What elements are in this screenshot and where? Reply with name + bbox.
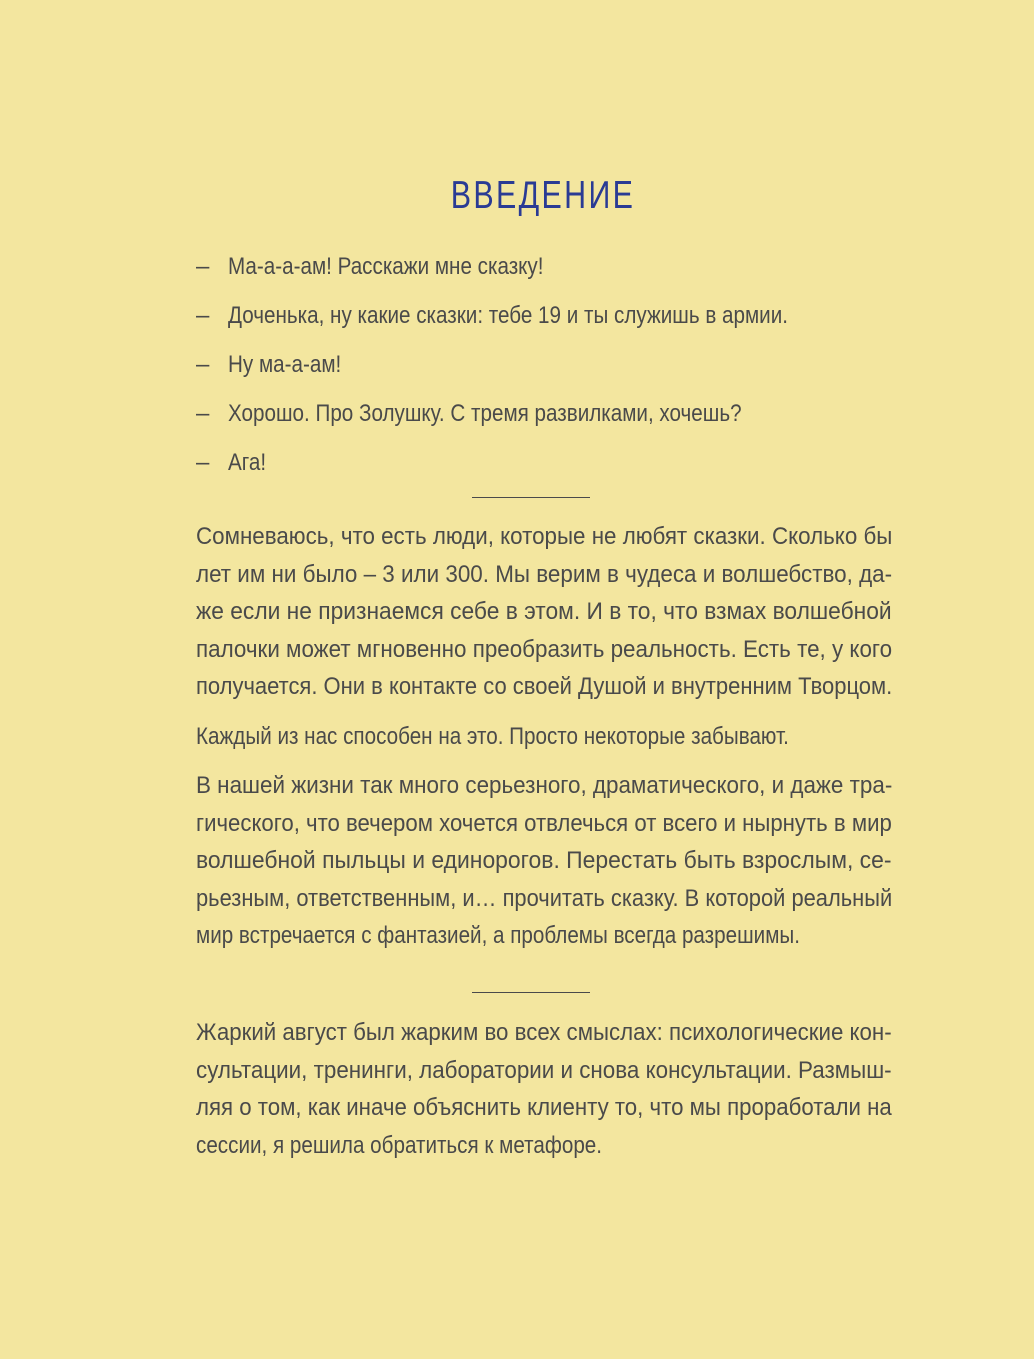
- dialog-line: [196, 299, 896, 348]
- text-line: сессии, я решила обратиться к метафоре.: [196, 1131, 603, 1159]
- text-line: рьезным, ответственным, и… прочитать сказку. В которой реальный: [196, 884, 893, 912]
- text-line: палочки может мгновенно преобразить реальность. Есть те, у кого: [196, 635, 893, 663]
- dialog-text: Ну ма-а-ам!: [228, 351, 342, 378]
- section-divider: [472, 497, 590, 498]
- dialog-line: [196, 397, 896, 446]
- text-line: мир встречается с фантазией, а проблемы всегда разрешимы.: [196, 922, 800, 949]
- dialog-text: Ма-а-а-ам! Расскажи мне сказку!: [228, 253, 544, 280]
- dialog-text: Ага!: [228, 449, 267, 476]
- paragraph: [196, 767, 892, 955]
- text-line: Каждый из нас способен на это. Просто некоторые забывают.: [196, 723, 789, 750]
- text-line: ляя о том, как иначе объяснить клиенту то, что мы проработали на: [196, 1094, 892, 1121]
- paragraph: [196, 1014, 892, 1164]
- text-line: сультации, тренинги, лаборатории и снова консультации. Размыш-: [196, 1056, 892, 1084]
- dialog-dash: –: [196, 302, 210, 329]
- dialog-dash: –: [196, 449, 210, 476]
- paragraph: [196, 518, 892, 706]
- dialog-dash: –: [196, 253, 210, 280]
- text-line: получается. Они в контакте со своей Душой и внутренним Творцом.: [196, 673, 893, 700]
- dialog-line: [196, 446, 896, 495]
- paragraph: [196, 718, 892, 756]
- dialog-text: Хорошо. Про Золушку. С тремя развилками, хочешь?: [228, 400, 742, 427]
- text-line: гического, что вечером хочется отвлечься от всего и нырнуть в мир: [196, 809, 892, 837]
- dialog-text: Доченька, ну какие сказки: тебе 19 и ты служишь в армии.: [228, 302, 788, 329]
- dialog-line: [196, 250, 896, 299]
- text-line: Сомневаюсь, что есть люди, которые не любят сказки. Сколько бы: [196, 523, 893, 550]
- text-line: лет им ни было – 3 или 300. Мы верим в чудеса и волшебство, да-: [196, 560, 893, 588]
- dialog-dash: –: [196, 351, 210, 378]
- chapter-title: ВВЕДЕНИЕ: [450, 174, 636, 218]
- dialog-line: [196, 348, 896, 397]
- dialog-list: [196, 250, 896, 495]
- section-divider: [472, 992, 590, 993]
- text-line: же если не признаемся себе в этом. И в то, что взмах волшебной: [196, 598, 892, 625]
- dialog-dash: –: [196, 400, 210, 427]
- text-line: волшебной пыльцы и единорогов. Перестать быть взрослым, се-: [196, 847, 892, 874]
- text-line: Жаркий август был жарким во всех смыслах: психологические кон-: [196, 1019, 892, 1046]
- text-line: В нашей жизни так много серьезного, драматического, и даже тра-: [196, 772, 893, 799]
